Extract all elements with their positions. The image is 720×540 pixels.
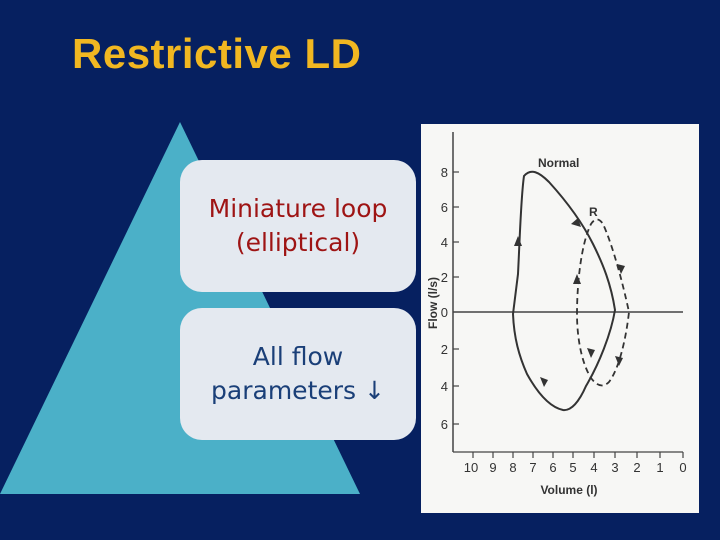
- x-tick: 8: [509, 460, 517, 475]
- y-tick: 8: [440, 165, 448, 180]
- y-axis-label: Flow (l/s): [426, 277, 440, 329]
- x-tick: 10: [463, 460, 479, 475]
- x-tick: 7: [529, 460, 537, 475]
- x-tick: 5: [569, 460, 577, 475]
- box-text: Miniature loop (elliptical): [208, 194, 388, 257]
- x-tick: 2: [633, 460, 641, 475]
- content-box-miniature-loop: [180, 160, 416, 292]
- x-tick: 0: [679, 460, 687, 475]
- flow-volume-figure: [421, 124, 699, 513]
- normal-loop-curve: [513, 172, 615, 410]
- y-tick: 6: [440, 417, 448, 432]
- slide-title: Restrictive LD: [72, 30, 362, 77]
- content-box-flow-parameters: [180, 308, 416, 440]
- y-tick: 4: [440, 379, 448, 394]
- x-axis-label: Volume (l): [540, 483, 598, 497]
- y-tick: 2: [440, 270, 448, 285]
- y-tick: 4: [440, 235, 448, 250]
- y-tick: 2: [440, 342, 448, 357]
- x-tick: 6: [549, 460, 557, 475]
- box-text: All flow parameters ↓: [211, 342, 385, 405]
- x-tick: 9: [489, 460, 497, 475]
- y-tick: 0: [440, 305, 448, 320]
- x-tick: 4: [590, 460, 598, 475]
- y-tick: 6: [440, 200, 448, 215]
- normal-curve-label: Normal: [538, 156, 580, 170]
- x-tick: 3: [611, 460, 619, 475]
- restrictive-curve-label: R: [589, 205, 598, 219]
- x-tick: 1: [656, 460, 664, 475]
